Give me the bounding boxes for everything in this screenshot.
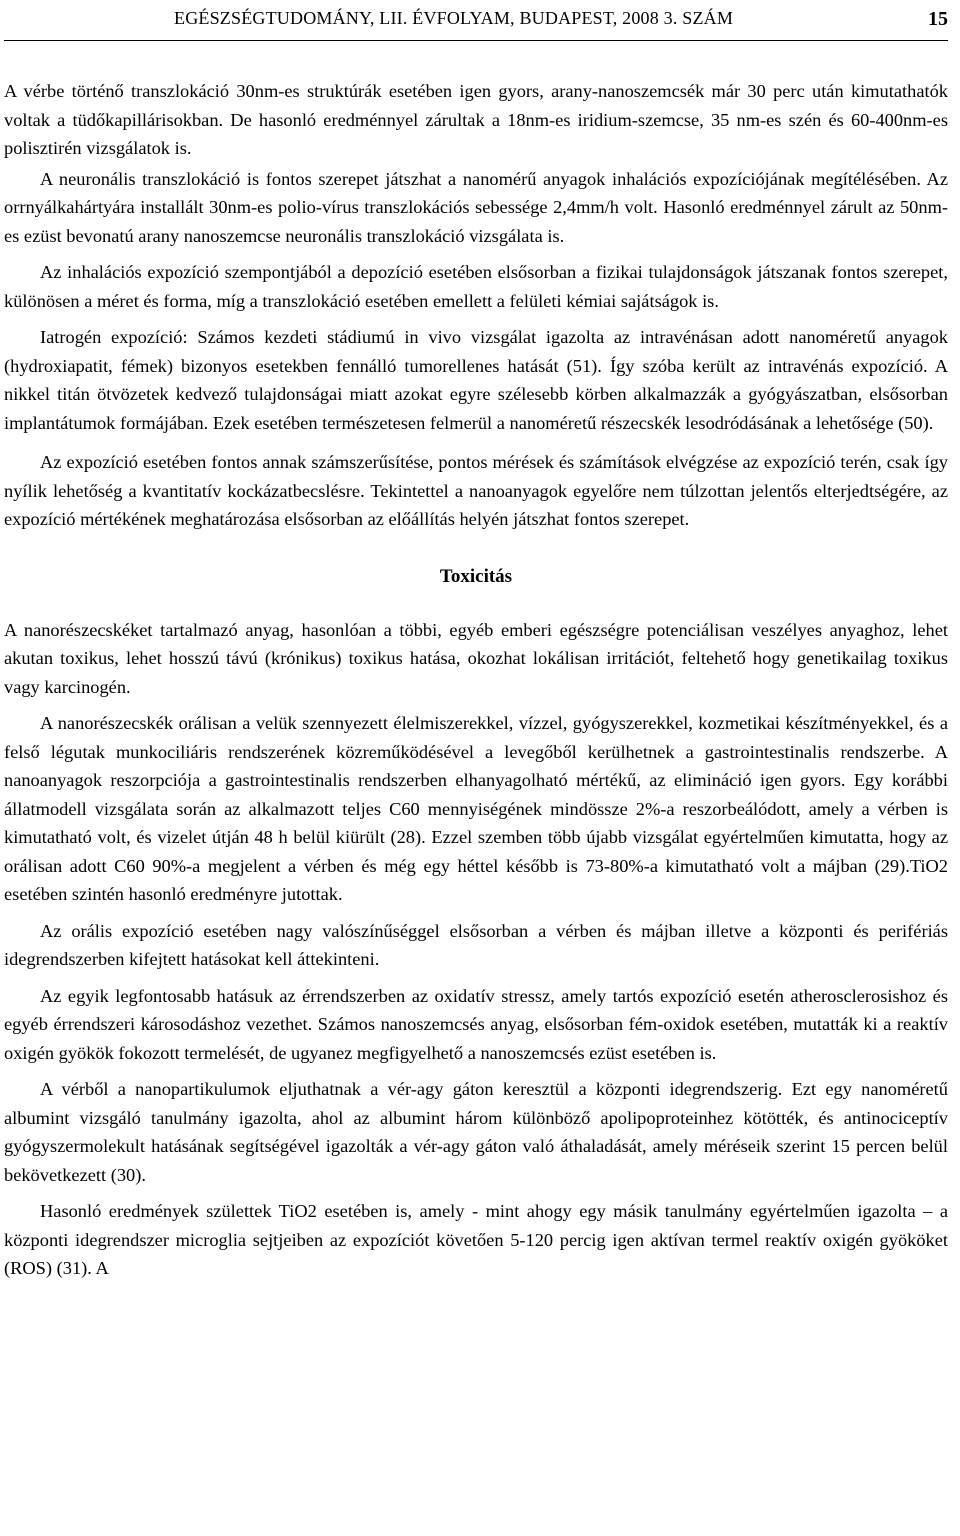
- paragraph-iatrogenic-exposure: Iatrogén expozíció: Számos kezdeti stádiumú in vivo vizsgálat igazolta az intravénásan adott nanoméretű anyagok (hydroxiapatit, fémek) bizonyos esetekben fennálló tumorellenes hatását (51). Így szóba került az intravénás expozíció. A nikkel titán ötvözetek kedvező tulajdonságai miatt azokat egyre szélesebb körben alkalmazzák a gyógyászatban, elsősorban implantátumok formájában. Ezek esetében természetesen felmerül a nanoméretű részecskék lesodródásának a lehetősége (50).: [4, 327, 948, 433]
- paragraph-neuronal-translocation: A neuronális transzlokáció is fontos szerepet játszhat a nanomérű anyagok inhalációs expozíciójának megítélésében. Az orrnyálkahártyára installált 30nm-es polio-vírus transzlokációs sebessége 2,4mm/h volt. Hasonló eredménnyel zárult az 50nm-es ezüst bevonatú arany nanoszemcse neuronális transzlokáció vizsgálata is.: [4, 168, 948, 246]
- page-number: 15: [928, 8, 948, 30]
- paragraph-oral-uptake: A nanorészecskék orálisan a velük szennyezett élelmiszerekkel, vízzel, gyógyszerekkel, kozmetikai készítményekkel, és a felső légutak munkociliáris rendszerének közreműködésével a levegőből kerülhetnek a gastrointestinalis rendszerbe. A nanoanyagok reszorpciója a gastrointestinalis rendszerben elhanyagolható mértékű, az elimináció igen gyors. Egy korábbi állatmodell vizsgálata során az alkalmazott teljes C60 mennyiségének mindössze 2%-a reszorbeálódott, amely a vérben is kimutatható volt, és vizelet útján 48 h belül kiürült (28). Ezzel szemben több újabb vizsgálat egyértelműen kimutatta, hogy az orálisan adott C60 90%-a megjelent a vérben és még egy héttel később is 73-80%-a kimutatható volt a májban (29).TiO2 esetében szintén hasonló eredményre jutottak.: [4, 713, 948, 904]
- paragraph-toxicity-intro: A nanorészecskéket tartalmazó anyag, hasonlóan a többi, egyéb emberi egészségre potenciálisan veszélyes anyaghoz, lehet akutan toxikus, lehet hosszú távú (krónikus) toxikus hatása, okozhat lokálisan irritációt, feltehető hogy genetikailag toxikus vagy karcinogén.: [4, 619, 948, 697]
- paragraph-exposure-quantification: Az expozíció esetében fontos annak számszerűsítése, pontos mérések és számítások elvégzése az expozíció terén, csak így nyílik lehetőség a kvantitatív kockázatbecslésre. Tekintettel a nanoanyagok egyelőre nem túlzottan jelentős elterjedtségére, az expozíció mértékének meghatározása elsősorban az előállítás helyén játszhat fontos szerepet.: [4, 452, 948, 529]
- document-page: [4, 0, 948, 1536]
- running-header: [4, 6, 948, 41]
- paragraph-inhalation-exposure: Az inhalációs expozíció szempontjából a depozíció esetében elsősorban a fizikai tulajdonságok játszanak fontos szerepet, különösen a méret és forma, míg a transzlokáció esetében emellett a felületi kémiai sajátságok is.: [4, 262, 948, 311]
- paragraph-oxidative-stress: Az egyik legfontosabb hatásuk az érrendszerben az oxidatív stressz, amely tartós expozíció esetén atherosclerosishoz és egyéb érrendszeri károsodáshoz vezethet. Számos nanoszemcsés anyag, elsősorban fém-oxidok esetében, mutatták ki a reaktív oxigén gyökök fokozott termelését, de ugyanez megfigyelhető a nanoszemcsés ezüst esetében is.: [4, 985, 948, 1063]
- paragraph-blood-brain-barrier: A vérből a nanopartikulumok eljuthatnak a vér-agy gáton keresztül a központi idegrendszerig. Ezt egy nanoméretű albumint vizsgáló tanulmány igazolta, ahol az albumint három különböző apolipoproteinhez kötötték, és antinociceptív gyógyszermolekult hatásának segítségével igazolták a vér-agy gáton való áthaladását, amely méréseik szerint 15 percen belül bekövetkezett (30).: [4, 1079, 948, 1185]
- paragraph-oral-exposure: Az orális expozíció esetében nagy valószínűséggel elsősorban a vérben és májban illetve a központi és perifériás idegrendszerben kifejtett hatásokat kell áttekinteni.: [4, 920, 948, 969]
- paragraph-tio2-results: Hasonló eredmények születtek TiO2 esetében is, amely - mint ahogy egy másik tanulmány egyértelműen igazolta – a központi idegrendszer microglia sejtjeiben az expozíciót követően 5-120 percig igen aktívan termel reaktív oxigén gyököket (ROS) (31). A: [4, 1201, 948, 1278]
- journal-title: EGÉSZSÉGTUDOMÁNY, LII. ÉVFOLYAM, BUDAPEST, 2008 3. SZÁM: [174, 8, 734, 28]
- paragraph-blood-translocation: A vérbe történő transzlokáció 30nm-es struktúrák esetében igen gyors, arany-nanoszemcsék már 30 perc után kimutathatók voltak a tüdőkapillárisokban. De hasonló eredménnyel zárultak a 18nm-es iridium-szemcse, 35 nm-es szén és 60-400nm-es polisztirén vizsgálatok is.: [4, 81, 948, 158]
- document-body: [4, 77, 948, 1283]
- section-heading-toxicity: Toxicitás: [439, 565, 513, 587]
